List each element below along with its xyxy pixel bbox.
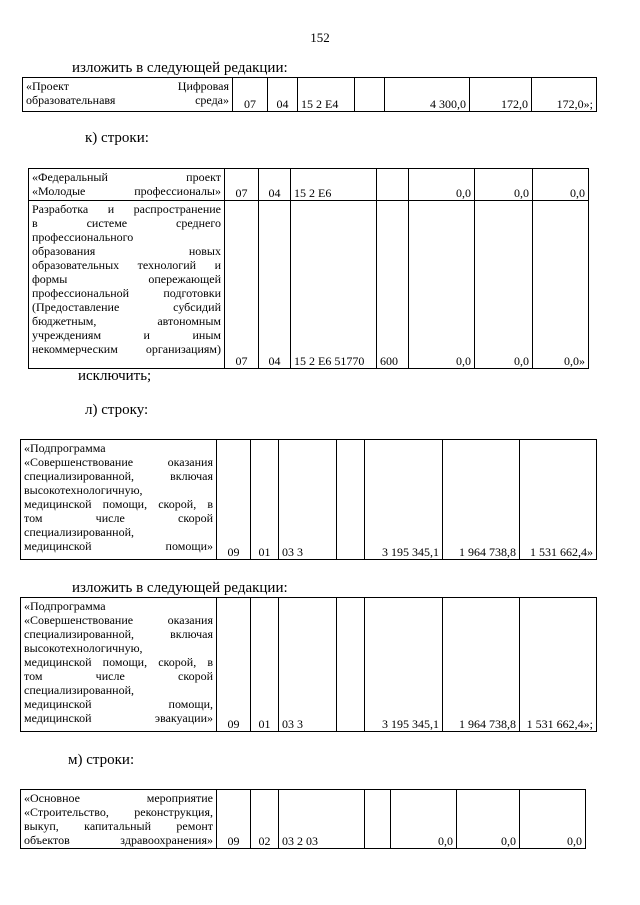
table-row (29, 169, 589, 201)
row-name: «Проект Цифровая образовательнавя среда» (23, 78, 233, 112)
cell-value-2: 0,0 (457, 790, 520, 849)
cell-pr: 02 (251, 790, 279, 849)
cell-csr: 15 2 E6 (291, 169, 377, 201)
cell-value-2: 1 964 738,8 (443, 598, 520, 732)
row-name: «Основное мероприятие «Строительство, реконструкция, выкуп, капитальный ремонт объектов здравоохранения» (21, 790, 217, 849)
cell-pr: 04 (259, 201, 291, 369)
cell-csr: 03 3 (279, 440, 337, 560)
heading-rows-m: м) строки: (68, 752, 135, 768)
cell-vr (337, 440, 365, 560)
heading-rows-k: к) строки: (85, 130, 149, 146)
cell-value-2: 172,0 (470, 78, 532, 112)
cell-value-1: 4 300,0 (385, 78, 470, 112)
cell-vr (337, 598, 365, 732)
cell-vr (355, 78, 385, 112)
cell-pr: 04 (268, 78, 298, 112)
cell-value-1: 0,0 (391, 790, 457, 849)
cell-csr: 03 3 (279, 598, 337, 732)
table-row (23, 78, 597, 112)
row-name: «Подпрограмма «Совершенствование оказания специализированной, включая высокотехнологичную, медицинской помощи, скорой, в том числе скорой специализированной, медицинской помощи, медицинской эвакуации» (21, 598, 217, 732)
cell-vr (365, 790, 391, 849)
table-4 (20, 597, 597, 732)
table-row (21, 440, 597, 560)
cell-pr: 01 (251, 598, 279, 732)
heading-row-l: л) строку: (85, 402, 149, 418)
row-name: Разработка и распространение в системе среднего профессионального образования новых образовательных технологий и формы опережающей профессиональной подготовки (Предоставление субсидий бюджетным, автономным учреждениям и иным некоммерческим организациям) (29, 201, 225, 369)
cell-value-1: 0,0 (409, 201, 475, 369)
cell-rz: 07 (225, 201, 259, 369)
table-3 (20, 439, 597, 560)
cell-value-1: 3 195 345,1 (365, 440, 443, 560)
cell-value-2: 0,0 (475, 169, 533, 201)
cell-pr: 04 (259, 169, 291, 201)
heading-edit-2: изложить в следующей редакции: (72, 580, 288, 596)
cell-vr: 600 (377, 201, 409, 369)
heading-edit-1: изложить в следующей редакции: (72, 60, 288, 76)
heading-exclude: исключить; (78, 368, 152, 384)
cell-pr: 01 (251, 440, 279, 560)
cell-rz: 07 (233, 78, 268, 112)
cell-csr: 15 2 E6 51770 (291, 201, 377, 369)
row-name: «Подпрограмма «Совершенствование оказания специализированной, включая высокотехнологичную, медицинской помощи, скорой, в том числе скорой специализированной, медицинской помощи» (21, 440, 217, 560)
cell-rz: 07 (225, 169, 259, 201)
cell-csr: 03 2 03 (279, 790, 365, 849)
cell-value-3: 1 531 662,4»; (520, 598, 597, 732)
table-5 (20, 789, 586, 849)
cell-value-2: 0,0 (475, 201, 533, 369)
page-number: 152 (310, 30, 330, 45)
cell-value-3: 0,0» (533, 201, 589, 369)
cell-rz: 09 (217, 790, 251, 849)
row-name: «Федеральный проект «Молодые профессионалы» (29, 169, 225, 201)
table-row (21, 598, 597, 732)
table-2 (28, 168, 589, 369)
cell-csr: 15 2 E4 (298, 78, 355, 112)
table-row (21, 790, 586, 849)
cell-vr (377, 169, 409, 201)
cell-rz: 09 (217, 440, 251, 560)
cell-rz: 09 (217, 598, 251, 732)
cell-value-3: 0,0 (520, 790, 586, 849)
table-1 (22, 77, 597, 112)
cell-value-3: 172,0»; (532, 78, 597, 112)
cell-value-3: 1 531 662,4» (520, 440, 597, 560)
table-row (29, 201, 589, 369)
cell-value-3: 0,0 (533, 169, 589, 201)
cell-value-1: 0,0 (409, 169, 475, 201)
cell-value-2: 1 964 738,8 (443, 440, 520, 560)
cell-value-1: 3 195 345,1 (365, 598, 443, 732)
